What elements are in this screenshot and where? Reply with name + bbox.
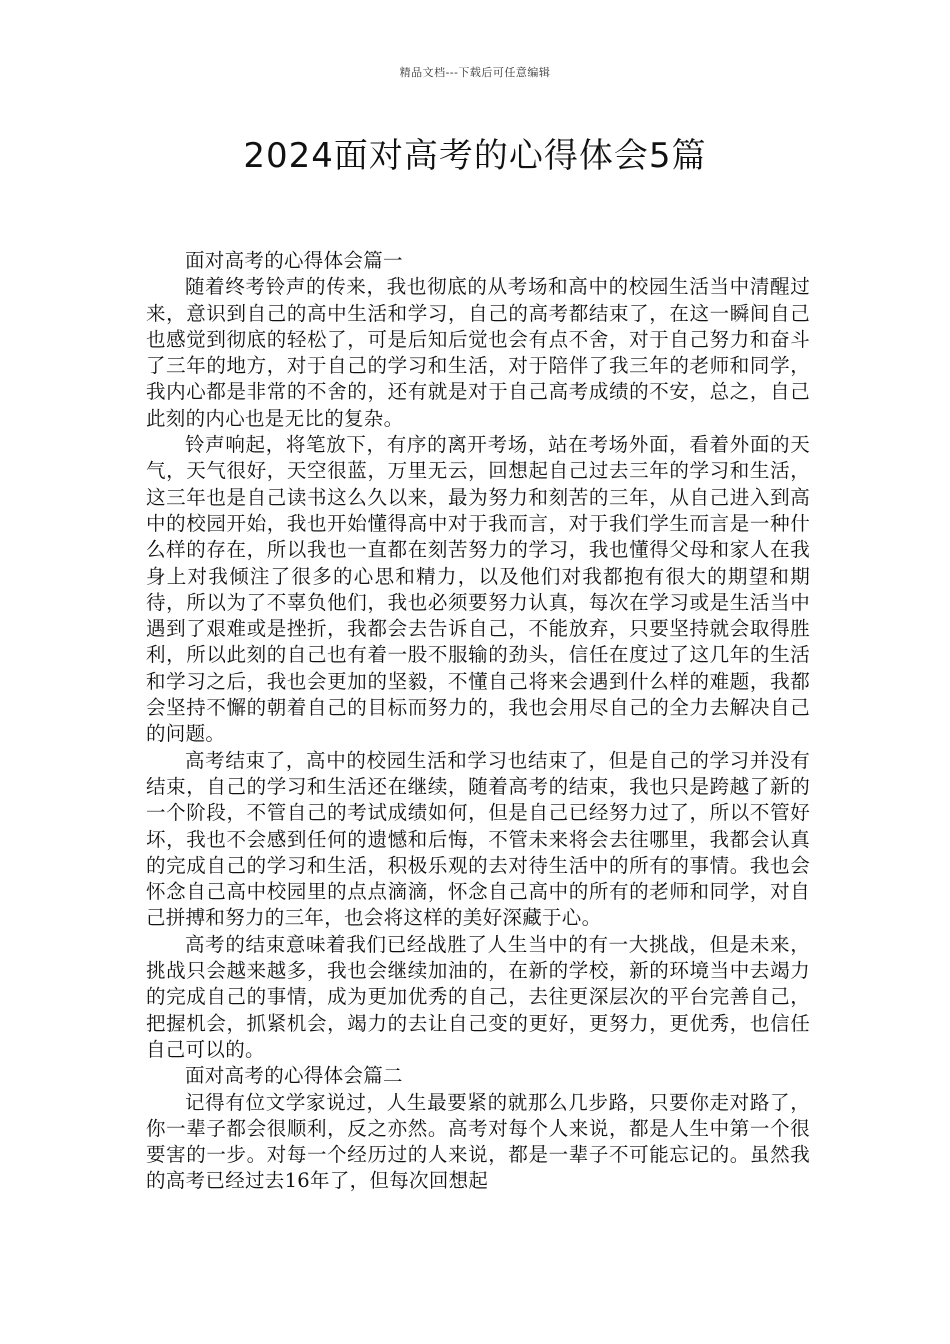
page-header: 精品文档---下载后可任意编辑: [399, 66, 551, 79]
paragraph: 高考结束了，高中的校园生活和学习也结束了，但是自己的学习并没有结束，自己的学习和生活还在继续，随着高考的结束，我也只是跨越了新的一个阶段，不管自己的考试成绩如何，但是自己已经努力过了，所以不管好坏，我也不会感到任何的遗憾和后悔，不管未来将会去往哪里，我都会认真的完成自己的学习和生活，积极乐观的去对待生活中的所有的事情。我也会怀念自己高中校园里的点点滴滴，怀念自己高中的所有的老师和同学，对自己拼搏和努力的三年，也会将这样的美好深藏于心。: [146, 748, 810, 930]
paragraph: 铃声响起，将笔放下，有序的离开考场，站在考场外面，看着外面的天气，天气很好，天空很蓝，万里无云，回想起自己过去三年的学习和生活，这三年也是自己读书这么久以来，最为努力和刻苦的三年，从自己进入到高中的校园开始，我也开始懂得高中对于我而言，对于我们学生而言是一种什么样的存在，所以我也一直都在刻苦努力的学习，我也懂得父母和家人在我身上对我倾注了很多的心思和精力，以及他们对我都抱有很大的期望和期待，所以为了不辜负他们，我也必须要努力认真，每次在学习或是生活当中遇到了艰难或是挫折，我都会去告诉自己，不能放弃，只要坚持就会取得胜利，所以此刻的自己也有着一股不服输的劲头，信任在度过了这几年的生活和学习之后，我也会更加的坚毅，不懂自己将来会遇到什么样的难题，我都会坚持不懈的朝着自己的目标而努力的，我也会用尽自己的全力去解决自己的问题。: [146, 433, 810, 746]
document-body: [146, 248, 810, 1195]
paragraph: 记得有位文学家说过，人生最要紧的就那么几步路，只要你走对路了，你一辈子都会很顺利，反之亦然。高考对每个人来说，都是人生中第一个很要害的一步。对每一个经历过的人来说，都是一辈子不可能忘记的。虽然我的高考已经过去16年了，但每次回想起: [146, 1090, 810, 1193]
document-title: 2024面对高考的心得体会5篇: [243, 136, 707, 176]
section-heading-1: 面对高考的心得体会篇一: [185, 249, 403, 272]
paragraph: 随着终考铃声的传来，我也彻底的从考场和高中的校园生活当中清醒过来，意识到自己的高中生活和学习，自己的高考都结束了，在这一瞬间自己也感觉到彻底的轻松了，可是后知后觉也会有点不舍，对于自己努力和奋斗了三年的地方，对于自己的学习和生活，对于陪伴了我三年的老师和同学，我内心都是非常的不舍的，还有就是对于自己高考成绩的不安，总之，自己此刻的内心也是无比的复杂。: [146, 275, 810, 430]
paragraph: 高考的结束意味着我们已经战胜了人生当中的有一大挑战，但是未来，挑战只会越来越多，我也会继续加油的，在新的学校，新的环境当中去竭力的完成自己的事情，成为更加优秀的自己，去往更深层次的平台完善自己，把握机会，抓紧机会，竭力的去让自己变的更好，更努力，更优秀，也信任自己可以的。: [146, 932, 810, 1061]
section-heading-2: 面对高考的心得体会篇二: [185, 1064, 403, 1088]
